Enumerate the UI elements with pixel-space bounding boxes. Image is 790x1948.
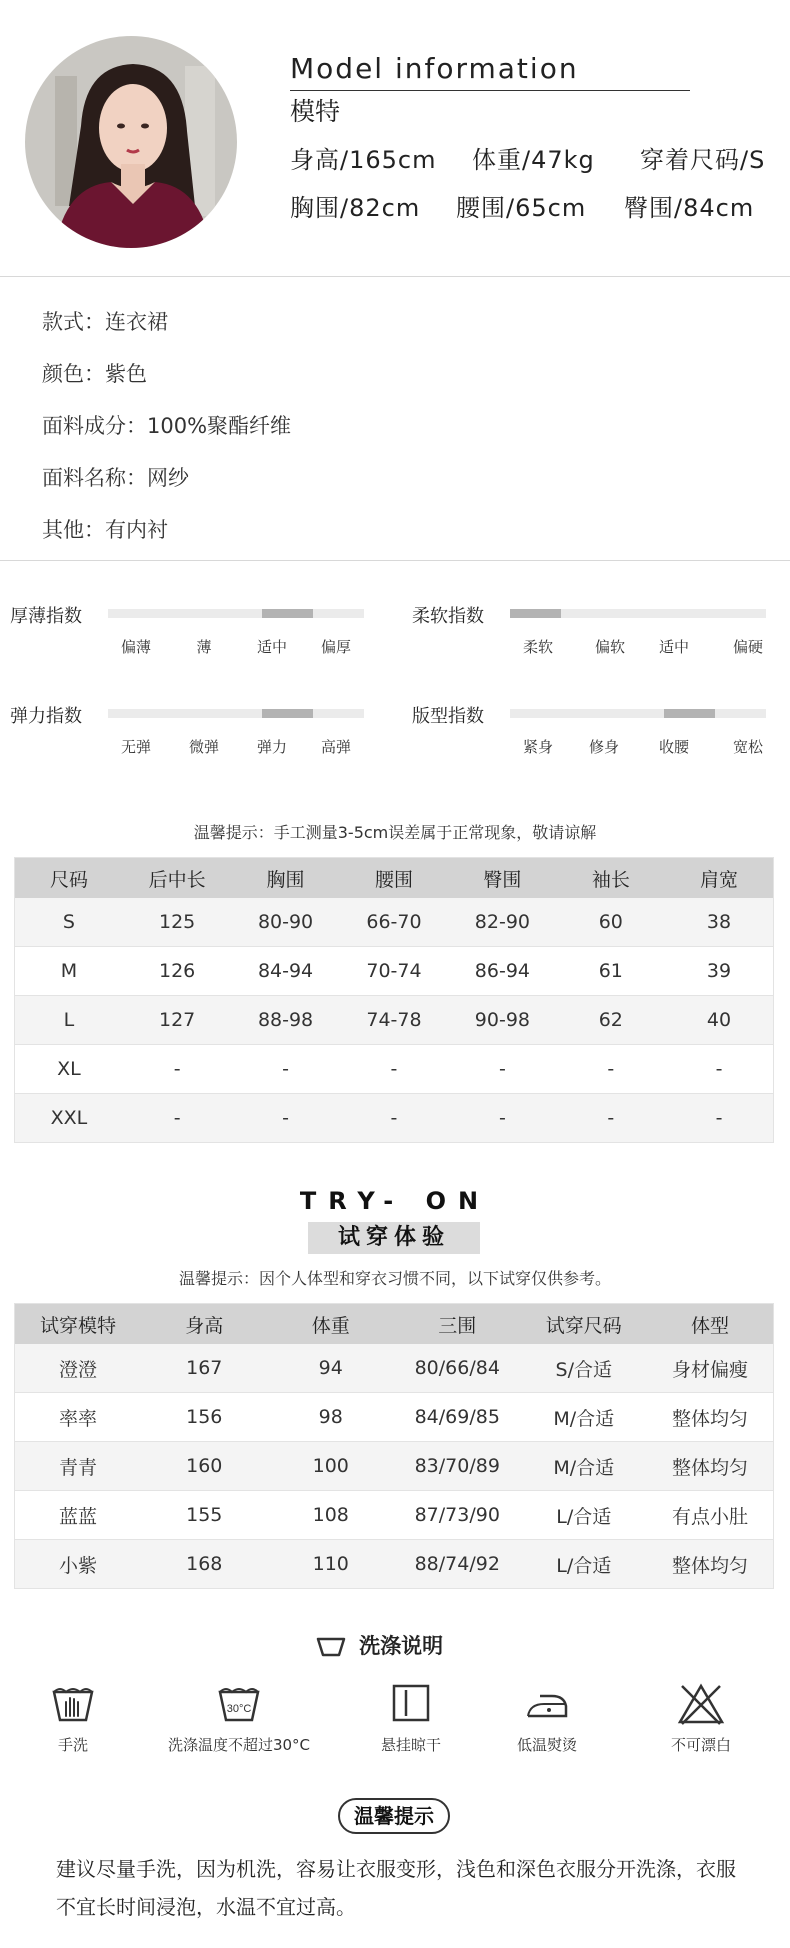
index-label: 版型指数 [412, 706, 484, 727]
model-avatar [25, 36, 237, 248]
table-row [15, 1491, 774, 1540]
section-divider [0, 276, 790, 277]
table-cell: 39 [665, 947, 773, 996]
tryon-table [14, 1303, 774, 1589]
table-row [15, 1344, 774, 1393]
table-cell: - [340, 1045, 448, 1094]
table-cell: 83/70/89 [394, 1442, 521, 1491]
table-cell: 168 [141, 1540, 268, 1589]
table-cell: M/合适 [521, 1393, 648, 1442]
table-cell: 66-70 [340, 898, 448, 947]
index-option: 微弹 [188, 738, 219, 756]
column-header: 试穿模特 [15, 1304, 142, 1345]
index-track-elasticity [108, 709, 364, 718]
size-note: 温馨提示：手工测量3-5cm误差属于正常现象，敬请谅解 [193, 823, 597, 842]
table-cell: 94 [268, 1344, 395, 1393]
table-cell: S/合适 [521, 1344, 648, 1393]
table-cell: 88-98 [231, 996, 339, 1045]
tips-badge: 温馨提示 [338, 1798, 450, 1834]
no-bleach-icon [676, 1682, 726, 1726]
index-option: 宽松 [732, 738, 763, 756]
table-cell: 110 [268, 1540, 395, 1589]
tryon-note: 温馨提示：因个人体型和穿衣习惯不同，以下试穿仅供参考。 [178, 1269, 611, 1288]
table-cell: 70-74 [340, 947, 448, 996]
index-option: 弹力 [256, 738, 287, 756]
table-cell: L/合适 [521, 1491, 648, 1540]
table-cell: 澄澄 [15, 1344, 142, 1393]
table-cell: 40 [665, 996, 773, 1045]
table-cell: 80-90 [231, 898, 339, 947]
model-bust: 胸围/82cm [290, 194, 421, 222]
index-track-fit [510, 709, 766, 718]
model-waist: 腰围/65cm [456, 194, 587, 222]
index-option: 偏薄 [120, 638, 151, 656]
wash-label: 手洗 [57, 1736, 88, 1754]
tips-text: 建议尽量手洗，因为机洗，容易让衣服变形，浅色和深色衣服分开洗涤，衣服不宜长时间浸泡，水温不宜过高。 [56, 1857, 736, 1919]
table-row [15, 898, 774, 947]
wash-label: 洗涤温度不超过30°C [167, 1736, 311, 1754]
model-info-subtitle: 模特 [290, 97, 341, 126]
table-cell: 98 [268, 1393, 395, 1442]
table-row [15, 1045, 774, 1094]
index-option: 紧身 [522, 738, 553, 756]
detail-composition: 面料成分：100%聚酯纤维 [42, 414, 292, 438]
table-cell: - [340, 1094, 448, 1143]
index-option: 偏厚 [320, 638, 351, 656]
table-cell: 167 [141, 1344, 268, 1393]
model-height: 身高/165cm [290, 146, 437, 174]
table-cell: 87/73/90 [394, 1491, 521, 1540]
basin-icon [316, 1636, 346, 1662]
column-header: 腰围 [340, 858, 448, 899]
table-cell: - [231, 1094, 339, 1143]
tryon-subtitle: 试穿体验 [337, 1225, 450, 1250]
index-marker [262, 709, 313, 718]
table-cell: XXL [15, 1094, 123, 1143]
table-cell: 84-94 [231, 947, 339, 996]
table-cell: 61 [557, 947, 665, 996]
table-cell: XL [15, 1045, 123, 1094]
index-option: 偏软 [594, 638, 625, 656]
detail-style: 款式：连衣裙 [42, 310, 168, 334]
column-header: 体型 [647, 1304, 774, 1345]
table-cell: 86-94 [448, 947, 556, 996]
detail-other: 其他：有内衬 [42, 518, 168, 542]
table-cell: 62 [557, 996, 665, 1045]
table-cell: - [665, 1045, 773, 1094]
wash-label: 不可漂白 [670, 1736, 731, 1754]
index-label: 弹力指数 [10, 706, 82, 727]
index-label: 厚薄指数 [10, 606, 82, 627]
title-underline [290, 90, 690, 91]
table-cell: L [15, 996, 123, 1045]
table-cell: L/合适 [521, 1540, 648, 1589]
index-option: 柔软 [522, 638, 553, 656]
table-cell: - [448, 1045, 556, 1094]
column-header: 袖长 [557, 858, 665, 899]
table-cell: 108 [268, 1491, 395, 1540]
table-cell: 127 [123, 996, 231, 1045]
index-marker [664, 709, 715, 718]
table-row [15, 1094, 774, 1143]
table-cell: - [557, 1045, 665, 1094]
table-cell: 100 [268, 1442, 395, 1491]
table-cell: 蓝蓝 [15, 1491, 142, 1540]
index-label: 柔软指数 [412, 606, 484, 627]
index-track-thickness [108, 609, 364, 618]
table-row [15, 1442, 774, 1491]
detail-color: 颜色：紫色 [42, 362, 147, 386]
index-option: 偏硬 [732, 638, 763, 656]
wash-label: 悬挂晾干 [380, 1736, 441, 1754]
table-row [15, 1393, 774, 1442]
table-cell: M [15, 947, 123, 996]
table-cell: 74-78 [340, 996, 448, 1045]
index-marker [510, 609, 561, 618]
size-table [14, 857, 774, 1143]
index-option: 无弹 [120, 738, 151, 756]
table-cell: - [665, 1094, 773, 1143]
table-cell: 率率 [15, 1393, 142, 1442]
index-option: 收腰 [658, 738, 689, 756]
table-cell: 160 [141, 1442, 268, 1491]
index-option: 适中 [658, 638, 689, 656]
table-cell: 84/69/85 [394, 1393, 521, 1442]
column-header: 试穿尺码 [521, 1304, 648, 1345]
table-cell: - [123, 1094, 231, 1143]
index-marker [262, 609, 313, 618]
table-row [15, 947, 774, 996]
table-cell: 126 [123, 947, 231, 996]
hand-wash-icon [48, 1682, 98, 1726]
table-cell: - [231, 1045, 339, 1094]
table-cell: - [123, 1045, 231, 1094]
table-cell: 小紫 [15, 1540, 142, 1589]
table-header-row [15, 858, 774, 899]
wash-temp-text: 30°C [226, 1703, 252, 1715]
hang-dry-icon [386, 1682, 436, 1726]
column-header: 肩宽 [665, 858, 773, 899]
section-divider [0, 560, 790, 561]
table-row [15, 996, 774, 1045]
index-option: 修身 [588, 738, 619, 756]
table-cell: M/合适 [521, 1442, 648, 1491]
table-cell: - [448, 1094, 556, 1143]
column-header: 三围 [394, 1304, 521, 1345]
column-header: 体重 [268, 1304, 395, 1345]
index-option: 高弹 [320, 738, 351, 756]
table-cell: 88/74/92 [394, 1540, 521, 1589]
table-cell: 身材偏瘦 [647, 1344, 774, 1393]
table-cell: 青青 [15, 1442, 142, 1491]
model-hip: 臀围/84cm [624, 194, 755, 222]
model-info-title: Model information [290, 52, 579, 85]
index-option: 薄 [196, 638, 212, 656]
low-iron-icon [522, 1682, 572, 1726]
column-header: 后中长 [123, 858, 231, 899]
model-size-worn: 穿着尺码/S [640, 146, 766, 174]
table-cell: 82-90 [448, 898, 556, 947]
table-cell: 156 [141, 1393, 268, 1442]
washing-heading [316, 1630, 443, 1662]
tryon-title: TRY- ON [299, 1187, 491, 1215]
wash-label: 低温熨烫 [516, 1736, 577, 1754]
column-header: 胸围 [231, 858, 339, 899]
table-cell: 155 [141, 1491, 268, 1540]
table-cell: 80/66/84 [394, 1344, 521, 1393]
table-cell: 125 [123, 898, 231, 947]
column-header: 臀围 [448, 858, 556, 899]
column-header: 尺码 [15, 858, 123, 899]
table-cell: 整体均匀 [647, 1393, 774, 1442]
table-cell: S [15, 898, 123, 947]
table-cell: 90-98 [448, 996, 556, 1045]
model-weight: 体重/47kg [472, 146, 595, 174]
table-cell: 38 [665, 898, 773, 947]
detail-fabric-name: 面料名称：网纱 [42, 466, 189, 490]
table-cell: 整体均匀 [647, 1442, 774, 1491]
table-header-row [15, 1304, 774, 1345]
table-cell: 有点小肚 [647, 1491, 774, 1540]
table-cell: 60 [557, 898, 665, 947]
index-track-softness [510, 609, 766, 618]
table-cell: - [557, 1094, 665, 1143]
wash-30c-icon [214, 1682, 264, 1726]
table-row [15, 1540, 774, 1589]
table-cell: 整体均匀 [647, 1540, 774, 1589]
column-header: 身高 [141, 1304, 268, 1345]
index-option: 适中 [256, 638, 287, 656]
washing-title: 洗涤说明 [359, 1634, 444, 1658]
